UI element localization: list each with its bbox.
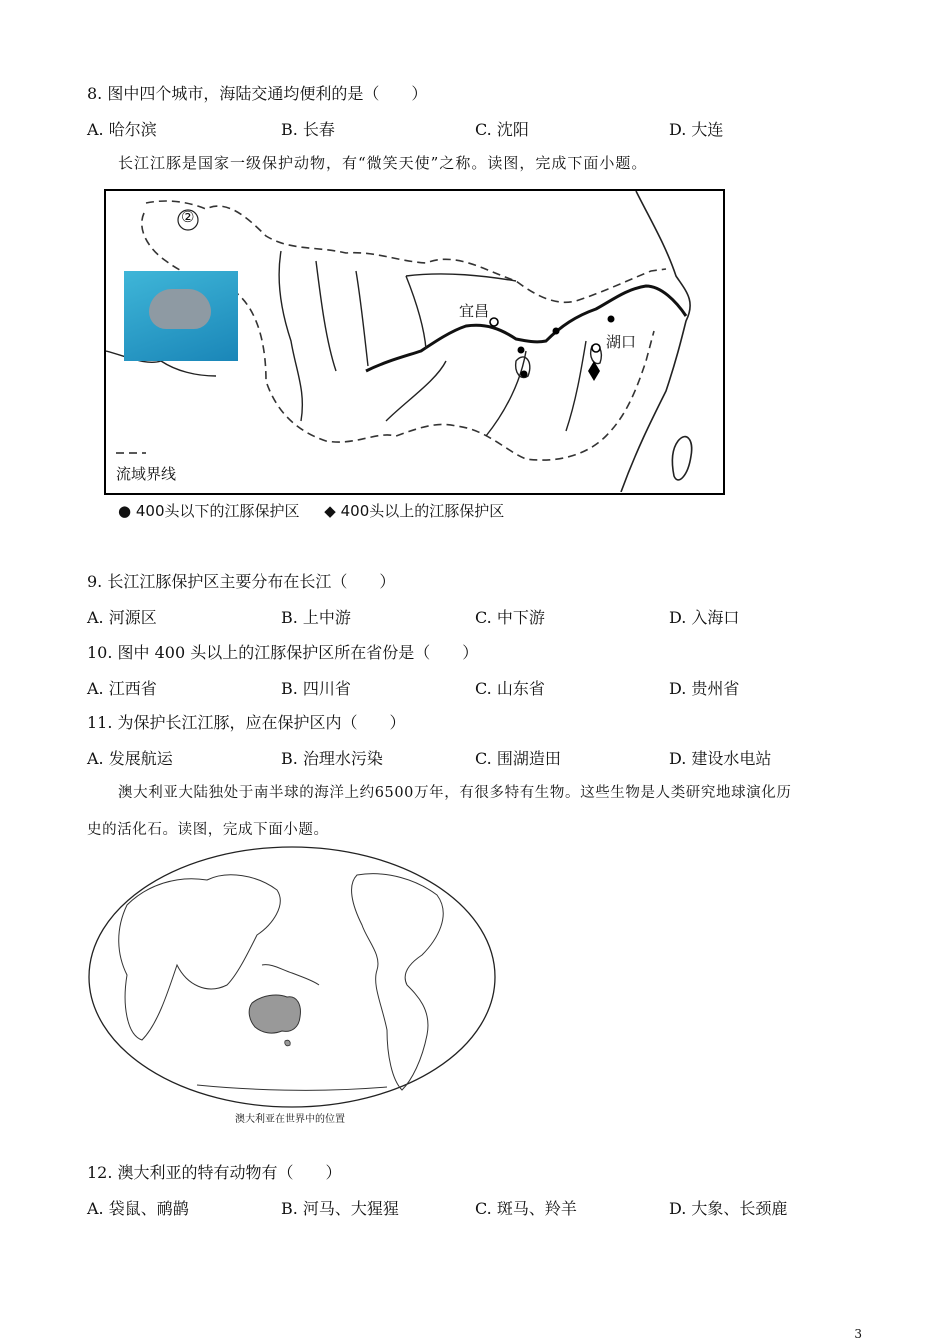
- q9-option-a: A. 河源区: [87, 608, 157, 627]
- q10-option-c: C. 山东省: [475, 679, 545, 698]
- small-reserve-marker: [521, 371, 528, 378]
- tributary: [406, 276, 426, 349]
- boundary-legend-label: 流域界线: [116, 465, 177, 483]
- intro-paragraph-1: 长江江豚是国家一级保护动物，有“微笑天使”之称。读图，完成下面小题。: [118, 154, 648, 172]
- hukou-label: 湖口: [606, 333, 637, 351]
- tributary: [386, 361, 446, 421]
- large-reserve-legend-label: 400头以上的江豚保护区: [340, 502, 505, 520]
- world-map-svg: [87, 845, 497, 1109]
- q11-stem: 11. 为保护长江江豚，应在保护区内（ ）: [87, 713, 406, 732]
- world-map: [87, 845, 497, 1109]
- taiwan-island: [672, 437, 691, 480]
- tributary: [566, 341, 586, 431]
- tributary: [279, 251, 302, 421]
- intro-paragraph-2-line-1: 澳大利亚大陆独处于南半球的海洋上约6500万年，有很多特有生物。这些生物是人类研究地球演化历: [118, 785, 792, 801]
- large-reserve-legend-icon: ◆: [324, 502, 336, 520]
- q12-option-b: B. 河马、大猩猩: [281, 1199, 399, 1218]
- yichang-city-marker: [490, 318, 498, 326]
- map-outline: [89, 847, 495, 1107]
- small-reserve-legend-icon: ●: [118, 502, 132, 520]
- porpoise-shape: [149, 289, 211, 329]
- q11-option-c: C. 围湖造田: [475, 749, 561, 768]
- q11-option-b: B. 治理水污染: [281, 749, 383, 768]
- q12-stem: 12. 澳大利亚的特有动物有（ ）: [87, 1163, 342, 1182]
- q8-stem: 8. 图中四个城市，海陆交通均便利的是（ ）: [87, 84, 428, 103]
- small-reserve-marker: [553, 328, 560, 335]
- q10-stem: 10. 图中 400 头以上的江豚保护区所在省份是（ ）: [87, 643, 479, 662]
- world-map-caption: 澳大利亚在世界中的位置: [235, 1114, 345, 1125]
- small-reserve-marker: [608, 316, 615, 323]
- q12-option-d: D. 大象、长颈鹿: [669, 1199, 788, 1218]
- q8-option-c: C. 沈阳: [475, 120, 529, 139]
- q9-option-b: B. 上中游: [281, 608, 351, 627]
- q12-option-c: C. 斑马、羚羊: [475, 1199, 577, 1218]
- yangtze-basin-map: [104, 189, 725, 495]
- q12-option-a: A. 袋鼠、鸸鹋: [87, 1199, 189, 1218]
- q9-option-d: D. 入海口: [669, 608, 740, 627]
- q9-stem: 9. 长江江豚保护区主要分布在长江（ ）: [87, 572, 396, 591]
- q11-option-d: D. 建设水电站: [669, 749, 772, 768]
- q8-option-a: A. 哈尔滨: [87, 120, 157, 139]
- tributary: [316, 261, 336, 371]
- q8-option-b: B. 长春: [281, 120, 335, 139]
- q8-option-d: D. 大连: [669, 120, 724, 139]
- hukou-city-marker: [592, 344, 600, 352]
- q10-option-d: D. 贵州省: [669, 679, 740, 698]
- small-reserve-marker: [518, 347, 525, 354]
- finless-porpoise-photo: [124, 271, 238, 361]
- tributary: [486, 351, 526, 436]
- map-legend: [118, 500, 504, 521]
- q10-option-b: B. 四川省: [281, 679, 351, 698]
- yichang-label: 宜昌: [459, 302, 490, 320]
- page-number: 3: [854, 1327, 862, 1341]
- small-reserve-legend-label: 400头以下的江豚保护区: [135, 502, 300, 520]
- tributary: [356, 271, 368, 366]
- tasmania-shape: [285, 1040, 290, 1046]
- circle-label: ②: [181, 208, 195, 226]
- australia-shape: [249, 995, 300, 1033]
- intro-paragraph-2-line-2: 史的活化石。读图，完成下面小题。: [87, 822, 329, 838]
- q10-option-a: A. 江西省: [87, 679, 157, 698]
- q11-option-a: A. 发展航运: [87, 749, 173, 768]
- q9-option-c: C. 中下游: [475, 608, 545, 627]
